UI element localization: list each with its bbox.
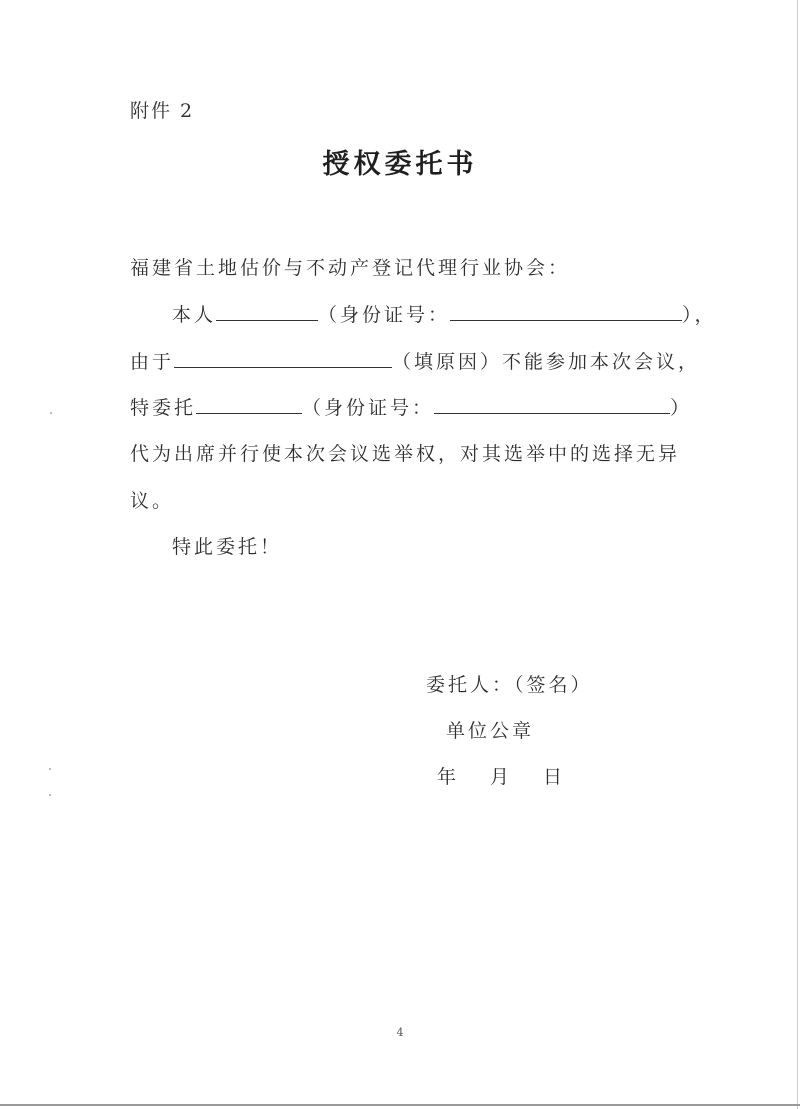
principal-id-blank[interactable] — [450, 302, 682, 321]
scan-speck — [50, 412, 52, 414]
scan-speck — [49, 768, 51, 770]
principal-line — [172, 300, 717, 327]
reason-blank[interactable] — [174, 349, 392, 368]
agent-prefix: 特委托 — [130, 397, 197, 419]
attachment-label: 附件 2 — [130, 100, 195, 122]
reason-suffix: （填原因）不能参加本次会议， — [392, 351, 701, 373]
authority-line-continued: 议。 — [130, 490, 175, 512]
scan-edge-right — [797, 0, 798, 1109]
date-year-label: 年 — [437, 766, 457, 788]
scan-speck — [49, 794, 51, 796]
agent-id-close: ） — [670, 397, 693, 419]
agent-id-open: （身份证号： — [302, 397, 435, 419]
date-month-label: 月 — [490, 766, 510, 788]
scan-edge-bottom — [0, 1104, 800, 1106]
authority-line: 代为出席并行使本次会议选举权，对其选举中的选择无异 — [130, 443, 681, 465]
principal-signature-label: 委托人：（签名） — [426, 674, 593, 696]
reason-line — [130, 347, 700, 374]
unit-seal-label: 单位公章 — [446, 720, 535, 742]
closing-phrase: 特此委托！ — [172, 536, 283, 558]
agent-line — [130, 393, 692, 420]
principal-id-open: （身份证号： — [318, 304, 451, 326]
agent-id-blank[interactable] — [434, 395, 670, 414]
page-number: 4 — [396, 1026, 404, 1039]
reason-prefix: 由于 — [130, 351, 175, 373]
addressee: 福建省土地估价与不动产登记代理行业协会： — [130, 257, 571, 279]
principal-name-blank[interactable] — [216, 302, 318, 321]
document-title: 授权委托书 — [322, 149, 478, 180]
principal-prefix: 本人 — [172, 304, 217, 326]
date-day-label: 日 — [543, 766, 563, 788]
principal-id-close: ）， — [682, 304, 717, 326]
agent-name-blank[interactable] — [196, 395, 302, 414]
